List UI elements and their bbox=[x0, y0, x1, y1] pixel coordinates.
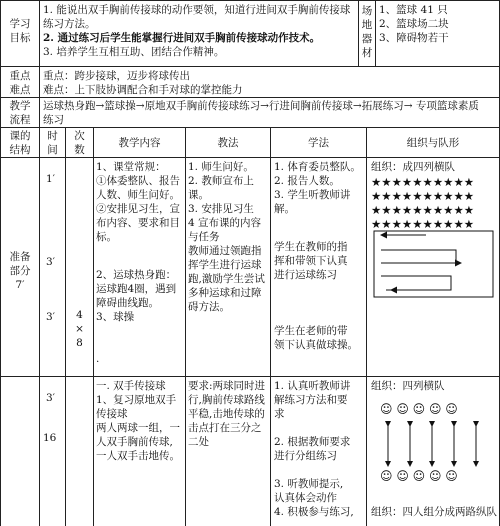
prep-org-title: 组织：成四列横队 bbox=[371, 161, 455, 173]
venue-item: 2、篮球场二块 bbox=[379, 18, 449, 30]
main-time-2: 16 bbox=[43, 432, 57, 444]
prep-label: 准备 部分 7′ bbox=[9, 251, 31, 291]
header-structure: 课的 结构 bbox=[9, 130, 31, 156]
star-row: ★★★★★★★★★★ bbox=[371, 203, 475, 217]
venue-item: 3、障碍物若干 bbox=[379, 32, 449, 44]
prep-study-mid: 学生在教师的指 挥和带领下认真 进行运球练习 bbox=[274, 241, 348, 281]
smile-formation: ☺ ☺ ☺ ☺ ☺ bbox=[380, 402, 458, 416]
main-time-1: 3′ bbox=[46, 392, 56, 404]
passing-arrows bbox=[378, 418, 498, 470]
dribble-route-diagram bbox=[371, 230, 497, 375]
prep-study-top: 1. 体育委员整队。 2. 报告人数。 3. 学生听教师讲 解。 bbox=[274, 161, 361, 215]
main-org-bottom: 组织：四人组分成两路纵队 bbox=[371, 506, 497, 518]
header-study: 学法 bbox=[308, 137, 329, 149]
prep-method: 1. 师生问好。 2. 教师宣布上课。 3. 安排见习生 4 宣布课的内容 与任务 教师通过领跑指 挥学生进行运球 跑,激励学生尝试 多种运球和过障 碍方法。 bbox=[188, 161, 265, 313]
key-point: 重点：跨步接球，迈步将球传出 bbox=[43, 70, 190, 82]
route-return bbox=[381, 276, 451, 290]
main-content: 一. 双手传接球 1、复习原地双手 传接球 两人两球一组，一 人双手胸前传球, 一人双手击地传。 bbox=[96, 380, 180, 462]
header-count: 次 数 bbox=[74, 130, 85, 156]
venue-list bbox=[379, 3, 497, 45]
keypoints-label: 重点 难点 bbox=[9, 70, 31, 96]
star-row: ★★★★★★★★★★ bbox=[371, 189, 475, 203]
star-row: ★★★★★★★★★★ bbox=[371, 217, 475, 231]
main-study: 1. 认真听教师讲 解练习方法和要 求 2. 根据教师要求 进行分组练习 3. 听教师提示, 认真体会动作 4. 积极参与练习, bbox=[274, 380, 354, 518]
objective-item: 3. 培养学生互相互助、团结合作精神。 bbox=[43, 46, 225, 58]
header-method: 教法 bbox=[217, 137, 239, 149]
objectives-label: 学习 目标 bbox=[9, 18, 31, 44]
venue-label: 场 地 器 材 bbox=[361, 5, 373, 59]
venue-item: 1、篮球 41 只 bbox=[379, 4, 448, 16]
prep-time-3: 3′ bbox=[46, 311, 56, 323]
header-org: 组织与队形 bbox=[406, 137, 460, 149]
objectives-list bbox=[43, 3, 357, 59]
objective-item: 练习方法。 bbox=[43, 18, 96, 30]
main-org-title: 组织：四列横队 bbox=[371, 380, 445, 392]
star-row: ★★★★★★★★★★ bbox=[371, 175, 475, 189]
flow-text: 运球热身跑→篮球操→原地双手胸前传接球练习→行进间胸前传接球→拓展练习→ 专项篮球素质 练习 bbox=[43, 100, 479, 126]
prep-time-1: 1′ bbox=[46, 173, 56, 185]
objective-item: 2. 通过练习后学生能掌握行进间双手胸前传接球动作技术。 bbox=[43, 32, 321, 44]
court-outline bbox=[374, 231, 493, 297]
flow-label: 教学 流程 bbox=[9, 100, 31, 126]
header-time: 时 间 bbox=[47, 130, 58, 156]
objective-item: 1. 能说出双手胸前传接球的动作要领，知道行进间双手胸前传接球 bbox=[43, 4, 351, 16]
route-zigzag bbox=[381, 250, 456, 263]
smile-formation-bottom: ☺ ☺ ☺ ☺ ☺ bbox=[380, 469, 458, 483]
prep-count: 4 × 8 bbox=[75, 309, 84, 349]
prep-content: 1、课堂常规： ①体委整队、报告 人数、师生问好。 ②安排见习生，宣 布内容、要求和目 标。 2、运球热身跑： 运球跑4圈，遇到 障碍曲线跑。 3、球操 . bbox=[96, 161, 180, 365]
main-method: 要求:两球同时进 行,胸前传球路线 平稳,击地传球的 击点打在三分之 二处 bbox=[188, 380, 266, 448]
prep-study-bot: 学生在老师的带 领下认真做球操。 bbox=[274, 325, 358, 351]
prep-star-formation bbox=[371, 175, 499, 231]
difficulty-point: 难点：上下肢协调配合和手对球的掌控能力 bbox=[43, 84, 243, 96]
prep-time-2: 3′ bbox=[46, 256, 56, 268]
keypoints-text bbox=[43, 69, 497, 97]
header-content: 教学内容 bbox=[118, 137, 161, 149]
